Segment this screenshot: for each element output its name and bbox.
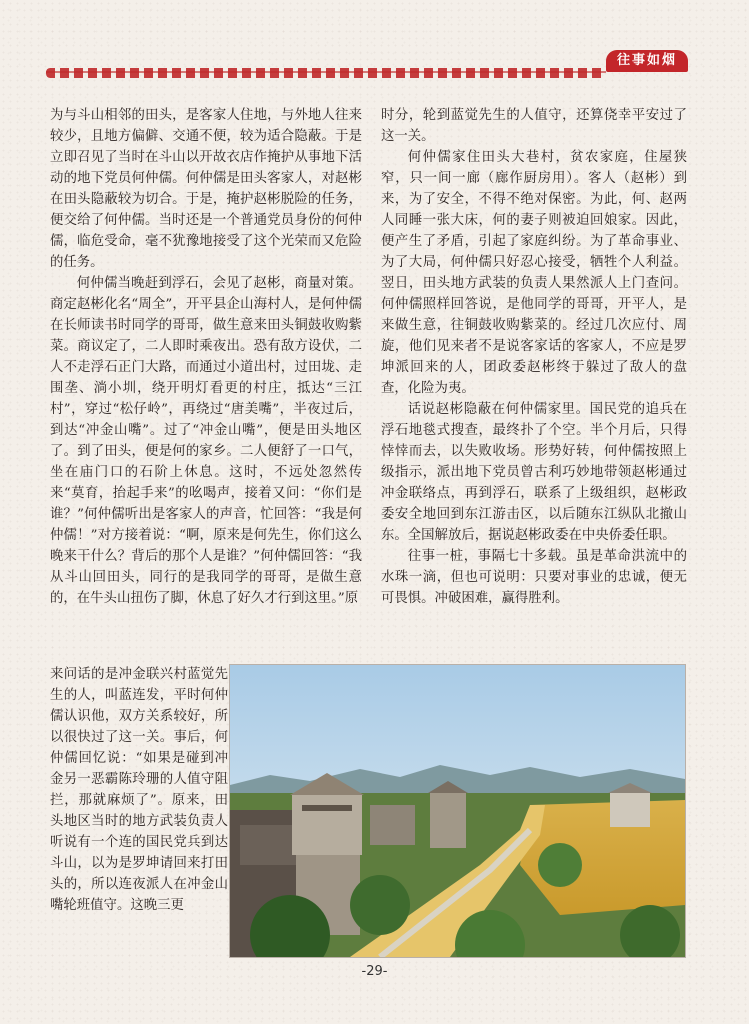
header-rule [46,71,606,73]
paragraph: 时分，轮到蓝觉先生的人值守，还算侥幸平安过了这一关。 [381,108,687,144]
paragraph: 何仲儒当晚赶到浮石，会见了赵彬，商量对策。商定赵彬化名“周全”，开平县企山海村人，是何仲儒在长师读书时同学的哥哥，做生意来田头铜鼓收购紫菜。商议定了，二人即时乘夜出。恐有敌方设伏，二人不走浮石正门大路，而通过小道出村，过田垅、走围垄、淌小圳，绕开明灯看更的村庄，抵达“三江村”，穿过“松仔岭”，再绕过“唐美嘴”，半夜过后，到达“冲金山嘴”。过了“冲金山嘴”，便是田头地区了。到了田头，便是何的家乡。二人便舒了一口气，坐在庙门口的石阶上休息。这时，不远处忽然传来“莫育，抬起手来”的吆喝声，接着又问：“你们是谁？”何仲儒听出是客家人的声音，忙回答：“我是何仲儒！”对方接着说：“啊，原来是何先生，你们这么晚来干什么？背后的那个人是谁？”何仲儒回答：“我从斗山回田头，同行的是我同学的哥哥，是做生意的，在牛头山扭伤了脚，休息了好久才行到这里。”原 [50,276,362,606]
paragraph: 何仲儒家住田头大巷村，贫农家庭，住屋狭窄，只一间一廊（廊作厨房用）。客人（赵彬）到来，为了安全，不得不绝对保密。为此，何、赵两人同睡一张大床，何的妻子则被迫回娘家。因此，便产生了矛盾，引起了家庭纠纷。为了革命事业、为了大局，何仲儒只好忍心接受，牺牲个人利益。翌日，田头地方武装的负责人果然派人上门查问。何仲儒照样回答说，是他同学的哥哥，开平人，是来做生意，往铜鼓收购紫菜的。经过几次应付、周旋，他们见来者不是说客家话的客家人，不应是罗坤派回来的人，团政委赵彬终于躲过了敌人的盘查，化险为夷。 [381,150,687,396]
article-right-column [381,105,687,609]
section-tag: 往事如烟 [606,50,688,72]
photo-illustration [230,665,685,957]
paragraph: 话说赵彬隐蔽在何仲儒家里。国民党的追兵在浮石地毯式搜查，最终扑了个空。半个月后，只得悻悻而去，以失败收场。形势好转，何仲儒按照上级指示，派出地下党员曾古利巧妙地带领赵彬通过冲金联络点，再到浮石，联系了上级组织，赵彬政委安全地回到东江游击区，以后随东江纵队北撤山东。全国解放后，据说赵彬政委在中央侨委任职。 [381,402,687,543]
article-left-bottom-column [50,664,228,916]
header-decorative-line [46,68,606,78]
page-number: -29- [361,964,388,979]
paragraph: 往事一桩，事隔七十多载。虽是革命洪流中的水珠一滴，但也可说明：只要对事业的忠诚，便无可畏惧。冲破困难，赢得胜利。 [381,549,687,606]
paragraph: 来问话的是冲金联兴村蓝觉先生的人，叫蓝连发，平时何仲儒认识他，双方关系较好，所以很快过了这一关。事后，何仲儒回忆说：“如果是碰到冲金另一恶霸陈玲珊的人值守阻拦，那就麻烦了”。原来，田头地区当时的地方武装负责人听说有一个连的国民党兵到达斗山，以为是罗坤请回来打田头的，所以连夜派人在冲金山嘴轮班值守。这晚三更 [50,667,228,913]
paragraph: 为与斗山相邻的田头，是客家人住地，与外地人往来较少，且地方偏僻、交通不便，较为适合隐蔽。于是立即召见了当时在斗山以开故衣店作掩护从事地下活动的地下党员何仲儒。何仲儒是田头客家人，对赵彬在田头隐蔽较为切合。于是，掩护赵彬脱险的任务，便交给了何仲儒。当时还是一个普通党员身份的何仲儒，临危受命，毫不犹豫地接受了这个光荣而又危险的任务。 [50,108,362,270]
village-watchtower-photo [229,664,686,958]
article-left-column [50,105,362,609]
